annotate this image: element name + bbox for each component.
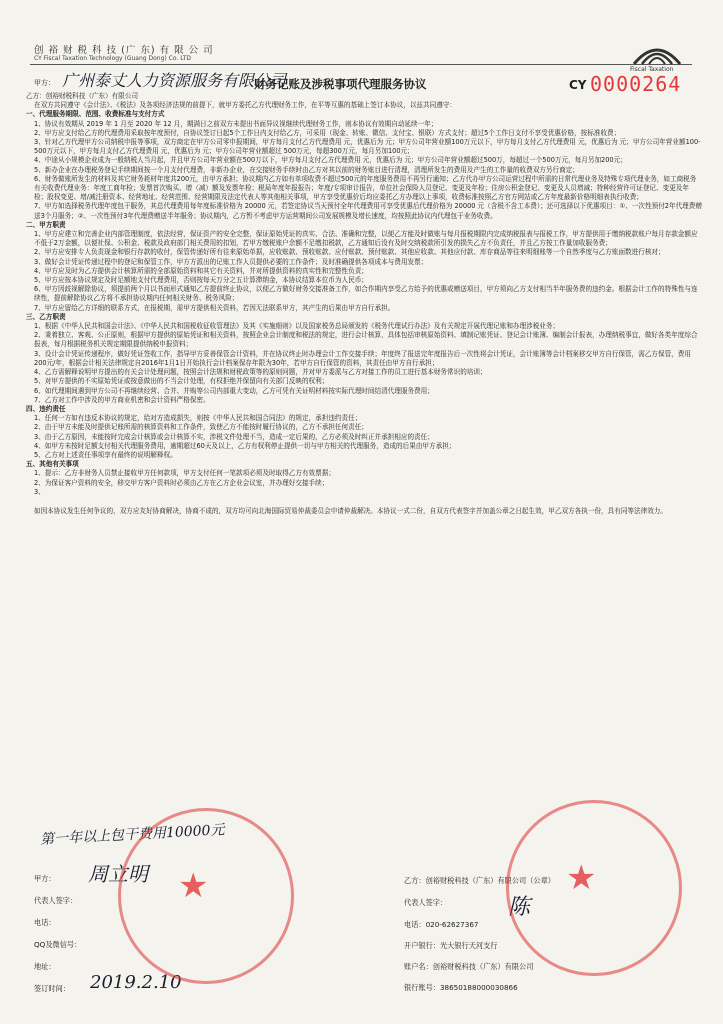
party-b-account-name: 账户名：创裕财税科技（广东）有限公司 <box>404 962 534 971</box>
party-a-sign-label: 甲方： <box>34 874 56 883</box>
clause-item: 2、秉着独立、客观、公正原则，根据甲方提供的原始凭证和相关资料，按照企业会计制度和税法的规定，进行会计核算，具体包括审核原始资料、填制记账凭证、登记会计账簿、编制会计报表，办理纳税事宜，做好各类年度综合报表，每月根据税务机关规定期限提供纳税申报资料； <box>34 331 698 349</box>
clause-item: 5、对甲方提供的不实原始凭证或按意做出的不当会计处理，有权拒绝并保留向有关部门反映的权利； <box>34 377 329 386</box>
contract-number: 0000264 <box>590 72 682 96</box>
clause-item: 5、乙方对上述责任事项享有最终的说明解释权。 <box>34 450 177 459</box>
party-b-sign-label: 乙方：创裕财税科技（广东）有限公司（公章） <box>404 876 555 885</box>
logo-caption: Fiscal Taxation <box>630 66 674 73</box>
party-a-qq: QQ及微信号： <box>34 940 82 949</box>
seal-star-icon: ★ <box>566 858 597 898</box>
clause-item: 6、财务做账所发生的材料及其它财务耗材年度共200元，由甲方承担；协议期内乙方如有单项收费不超过500元的年度服务费用不再另行通知；乙方代办甲方公司运营过程中所需的日常代理业务及特殊专项代理业务，如工商税务有关收费代理业务：年度工商年检；发票首次购买、增（减）额及发票年检；税局年度年报报告；年度/专项审计报告，单位社会保险人员登记、变更及年检；住房公积金登记、变更及人员增减；特种经营许可证登记、变更及年检；股权变更、增/减注册资本、经营地址、经营范围、经营期限及法定代表人等其他相关事项，甲方享受优惠价后均应委托乙方办理以上事项，收费标准按照乙方官方网站或乙方年度最新价格明细表执行收费； <box>34 174 697 202</box>
section-heading: 二、甲方职责 <box>26 220 66 229</box>
clause-item: 2、由于甲方未能及时提供记账所需的核算资料和工作条件，致使乙方不能按时履行协议的，乙方不承担任何责任； <box>34 423 368 432</box>
section-heading: 五、其他有关事项 <box>26 460 79 469</box>
party-a-handwritten-name: 广州泰丈人力资源服务有限公司 <box>62 71 287 90</box>
clause-item: 3、做好会计凭证传递过程中的登记和保管工作，甲方方派出的记账工作人员提供必要的工作条件；及时准确提供各项成本与费用发票； <box>34 257 428 266</box>
party-a-date: 2019.2.10 <box>90 972 182 993</box>
section-heading: 一、代理服务期限、范围、收费标准与支付方式 <box>26 110 165 119</box>
clause-item: 7、甲方如选择税务代理年度包干服务，其总代理费用每年度标准价格为 20000 元，若签定协议当天预付全年代理费用可享受优惠后代理价格为 20000 元（含税不含工本费）；还可选择以下优惠项目：①、一次性预付2年代理费赠送3个月服务；②、一次性预付3年代理费赠送半年服务；协议期内，乙方暂不考虑甲方运营期间公司发展规模及增长速度，均按照此协议内代理包干业务收费。 <box>34 202 702 220</box>
clause-item: 1、协议有效期从 2019 年 1 月至 2020 年 12 月，期满日之前双方未提出书面异议视继续代理财务工作，则本协议有效期自动延续一年； <box>34 119 438 128</box>
party-b-rep: 代表人签字： <box>404 898 448 907</box>
clause-item: 3、设计会计凭证传递程序，做好凭证签收工作，指导甲方妥善保管会计资料，并在协议终止时办理会计工作交接手续；年度终了报送完年度报告后一次性将会计凭证，会计账簿等会计档案移交甲方自行保管，需乙方保管，费用200元/年，根据会计相关法律规定自2016年1月1日开始执行会计档案保存年限为30年，若甲方自行保管的资料，其责任由甲方自行承担； <box>34 349 691 367</box>
closing-clause: 如因本协议发生任何争议的，双方应友好协商解决，协商不成的，双方均可向北海国际贸易仲裁委员会申请仲裁解决。本协议一式二份，自双方代表签字并加盖公章之日起生效，甲乙双方各执一份，具有同等法律效力。 <box>34 506 667 515</box>
clause-item: 4、甲方应及时为乙方提供会计核算所需的全部原始资料和其它有关资料，并对所提供资料的真实性和完整性负责； <box>34 266 368 275</box>
party-b-phone: 电话：020-62627367 <box>404 920 479 929</box>
clause-item: 5、新办企业在办理税务登记手续期间按一个月支付代理费，非新办企业，在交接财务手续时由乙方对其以前的财务账目进行清理，清理所发生的费用及产生的工作量的收费双方另行商定； <box>34 165 579 174</box>
party-a-date-label: 签订时间： <box>34 984 70 993</box>
clause-item: 4、如甲方未按时足额支付相关代理服务费用，逾期超过60天及以上，乙方有权利停止提供一切与甲方相关的代理服务，造成的后果由甲方承担； <box>34 441 456 450</box>
party-a-address: 地址： <box>34 962 56 971</box>
party-b-bank: 开户银行：光大银行天河支行 <box>404 941 498 950</box>
document-title: 财务记账及涉税事项代理服务协议 <box>254 77 427 91</box>
clause-item: 7、甲方应留给乙方详细的联系方式，在报税期，需甲方提供相关资料，若因无法联系甲方，其产生的后果由甲方自行承担。 <box>34 303 395 312</box>
contract-prefix: CY <box>569 78 587 92</box>
clause-item: 2、甲方应安排专人负责现金和银行存款的收付，保管传递好所有往来原始单据，应收账款、预收账款、应付账款、预付账款、其他应收款、其他应付款、库存商品等往来明细账等一个自然季度与乙方账面数进行核对； <box>34 248 665 257</box>
clause-item: 1、提示：乙方非财务人员禁止接收甲方任何款项，甲方支付任何一笔款项必须及时取得乙方有效票据； <box>34 469 335 478</box>
clause-item: 1、根据《中华人民共和国会计法》、《中华人民共和国税收征收管理法》及其《实施细则》以及国家税务总局颁发的《税务代理试行办法》及有关规定开展代理记账和办理涉税业务； <box>34 322 560 331</box>
party-a-rep: 代表人签字： <box>34 896 78 905</box>
agreement-body <box>26 92 702 516</box>
clause-item: 2、甲方应支付给乙方的代理费用采取按年度预付，自协议签订日起5个工作日内支付给乙方，可采用（现金、转账、微信、支付宝、银联）方式支付；超过5个工作日支付不享受优惠价格，按标准收费； <box>34 128 621 137</box>
company-name-cn: 创 裕 财 税 科 技 (广 东) 有 限 公 司 <box>34 45 214 56</box>
party-b-signature: 陈 <box>508 895 531 920</box>
clause-item: 4、乙方需解释说明甲方提出的有关会计处理问题，按照会计法规和财税政策等的原则问题，并对甲方委派与乙方对接工作的员工进行基本财务常识的培训； <box>34 368 487 377</box>
header-rule <box>30 64 692 65</box>
section-heading: 三、乙方职责 <box>26 312 66 321</box>
seal-star-icon: ★ <box>178 866 209 906</box>
party-a-phone: 电话： <box>34 918 56 927</box>
party-b-line: 乙方：创裕财税科技（广东）有限公司 <box>26 92 139 100</box>
clause-item: 7、乙方对工作中涉及的甲方商业机密和会计资料严格保密。 <box>34 395 210 404</box>
party-b-account-number: 银行账号：38650188000030866 <box>404 983 518 992</box>
clause-item: 6、如代理期间遇到甲方公司不再继续经营、合并、并购等公司内部重大变动，乙方可凭有关证明材料按实际代理时间结清代理服务费用； <box>34 386 434 395</box>
party-a-signature: 周立明 <box>88 862 148 886</box>
section-heading: 四、违约责任 <box>26 404 66 413</box>
clause-item: 1、任何一方如有违反本协议的规定，给对方造成损失，则按《中华人民共和国合同法》的规定，承担违约责任； <box>34 414 362 423</box>
clause-item: 3、针对乙方代理甲方公司纳税申报等事项，双方商定在甲方公司零申报期间，甲方每月支付乙方代理费用 元，优惠后为 元；甲方公司年营业额100万元以下，甲方每月支付乙方代理费用 元，优惠后为 元；甲方公司年营业额100-500万元以下，甲方每月支付乙方代理费用 元，优惠后为 元；甲方公司年营业额超过 500万元，每超300万元，每月另加100元； <box>34 138 701 156</box>
clause-item: 2、为保证客户资料的安全，移交甲方客户资料时必须由乙方在乙方企业会议室，并办理好交接手续； <box>34 478 329 487</box>
preamble: 在双方共同遵守《会计法》、《税法》及各项经济法规的前提下，就甲方委托乙方代理财务工作，在平等互惠的基础上签订本协议，以兹共同遵守： <box>34 101 456 110</box>
clause-item: 4、中途从小规模企业成为一般纳税人当月起，并且甲方公司年营业额在500万以下，甲方每月支付乙方代理费用 元，优惠后为 元；甲方公司年营业额超过500万，每超过一个500万元，每月另加200元； <box>34 156 627 165</box>
clause-item: 3、由于乙方原因，未能按时完成会计核算或会计核算不实，涉税文件处理不当，造成一定后果的，乙方必须及时纠正并承担相应的责任； <box>34 432 434 441</box>
clause-item: 5、甲方应按本协议规定及时足额地支付代理费用，否则按每天万分之五计算滞纳金，本协议结算本位币为人民币； <box>34 276 368 285</box>
clause-item: 3、 <box>34 487 45 496</box>
sections-container <box>26 110 702 497</box>
clause-item: 6、甲方因歧视解除协议，须提前两个月以书面形式通知乙方提前终止协议，以便乙方做好财务交接准备工作，如合作期内享受乙方给予的优惠或赠送项目，甲方须向乙方支付相当半年服务费的违约金。根据会计工作的特殊性与连续性，提前解除协议乙方将不承担协议期内任何相关财务、税务风险； <box>34 285 698 303</box>
clause-item: 1、甲方应建立和完善企业内部管理制度，依法经营，保证资产的安全完整，保证原始凭证的真实、合法、准确和完整，以便乙方能及时做账与每月报税期限内完成纳税报表与报税工作，甲方提供用于缴纳税款账户每月存款金额应不低于2万金额，以便社保、公积金、税款及政府部门相关费用的扣划，若甲方缴税账户余额不足缴扣税款，乙方通知后没有及时交纳税款所引发的损失乙方不负责任，并且乙方按工作量加收服务费； <box>34 230 698 248</box>
party-a-label: 甲方： <box>34 79 55 87</box>
handwritten-note: 第一年以上包干费用10000元 <box>39 822 225 848</box>
company-name-en: CY Fiscal Taxation Technology (Guang Dong) Co. LTD <box>34 55 192 62</box>
